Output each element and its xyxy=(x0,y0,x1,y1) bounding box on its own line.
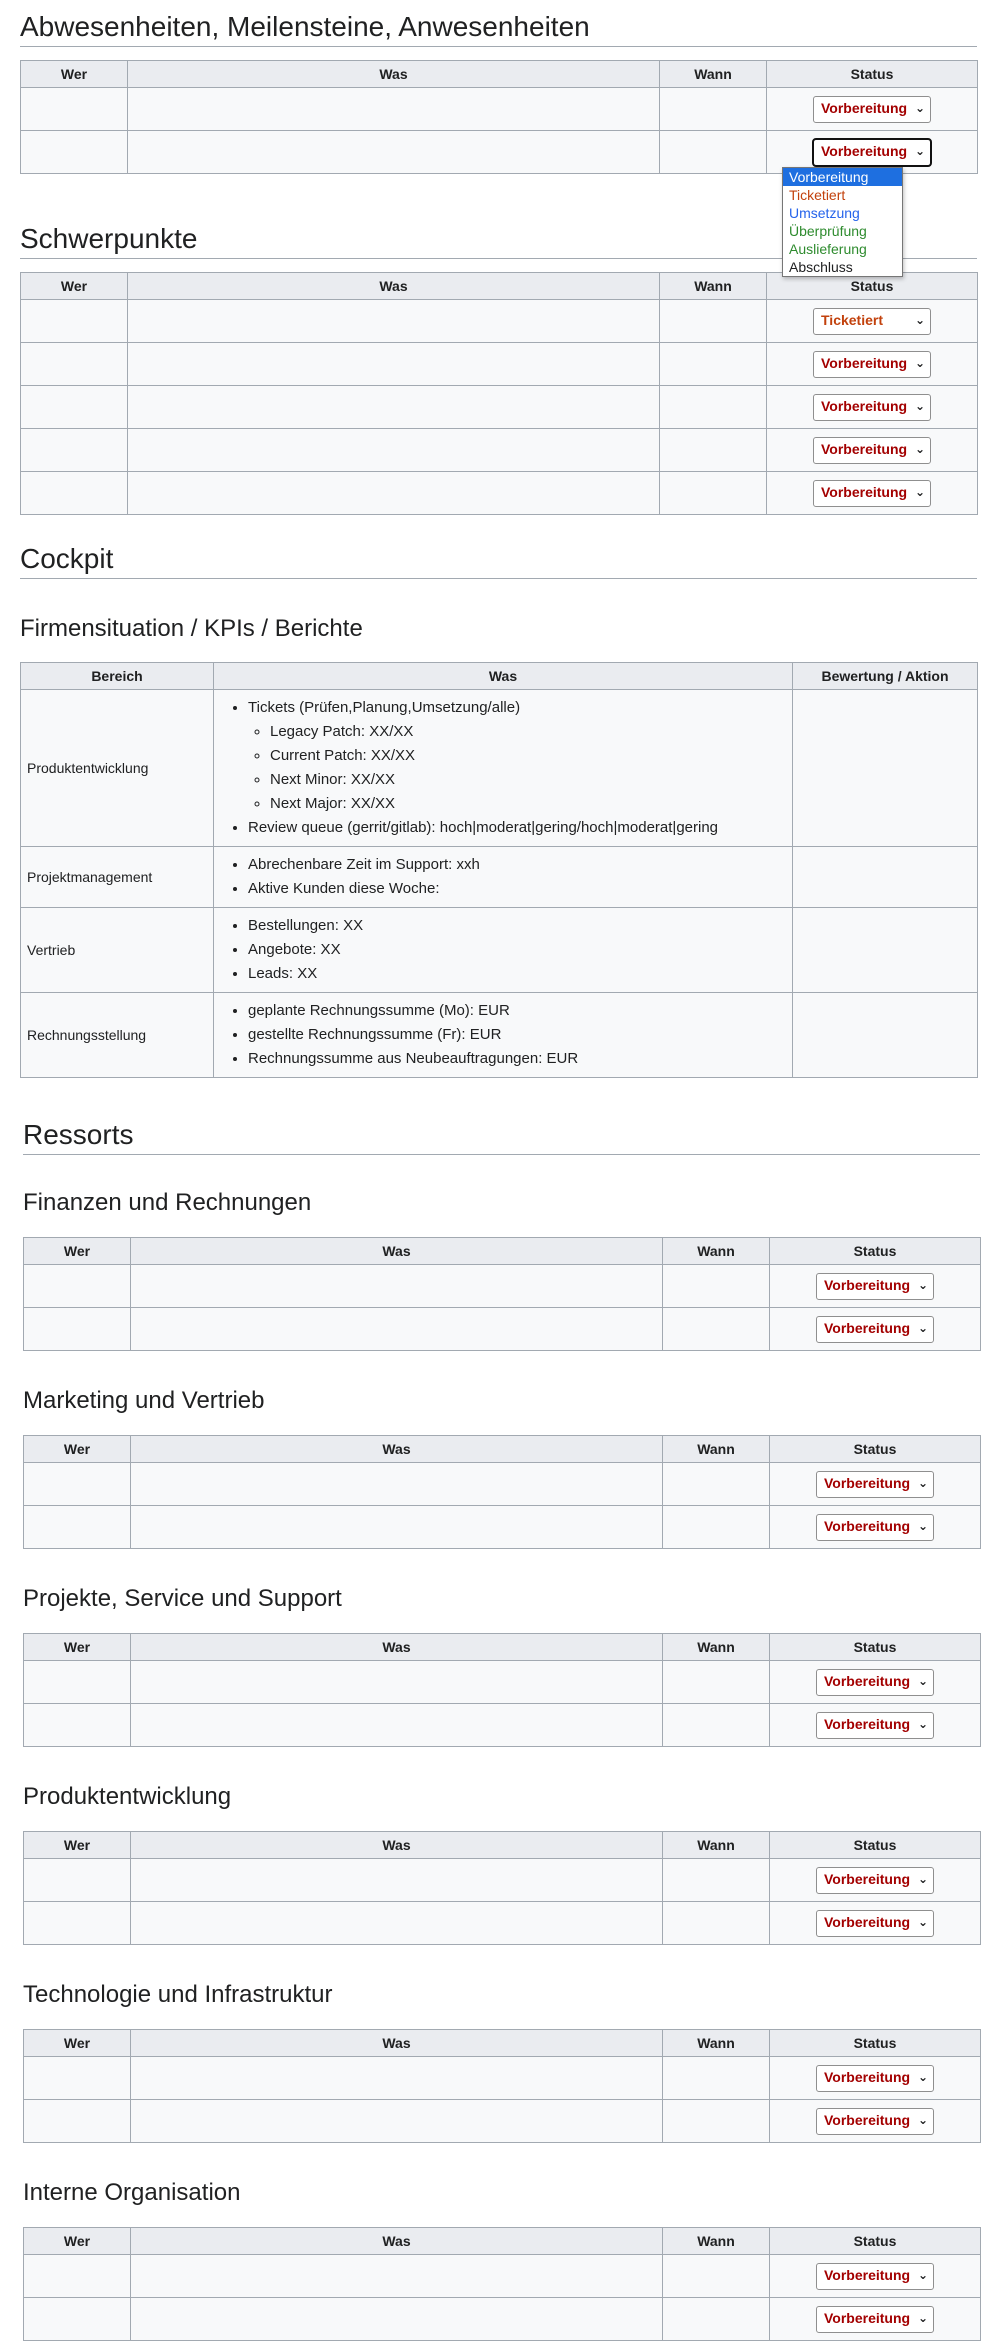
status-select[interactable] xyxy=(816,1471,934,1498)
kpi-was xyxy=(214,908,793,993)
status-select[interactable] xyxy=(816,2306,934,2333)
cell-status xyxy=(770,1463,981,1506)
chevron-down-icon: ⌄ xyxy=(914,312,925,327)
status-select[interactable] xyxy=(813,351,931,378)
cell-wer[interactable] xyxy=(24,2057,131,2100)
col-was: Was xyxy=(131,1832,663,1859)
subsection-title-marketing: Marketing und Vertrieb xyxy=(23,1387,265,1414)
section-title-ressorts: Ressorts xyxy=(23,1118,980,1155)
col-was: Was xyxy=(131,1436,663,1463)
cell-was[interactable] xyxy=(128,88,660,131)
chevron-down-icon: ⌄ xyxy=(914,355,925,370)
cell-wer[interactable] xyxy=(21,88,128,131)
cell-status xyxy=(770,2057,981,2100)
cell-was[interactable] xyxy=(131,1661,663,1704)
subsection-title-kpis: Firmensituation / KPIs / Berichte xyxy=(20,615,363,642)
cell-status xyxy=(767,429,978,472)
kpi-item: • Leads: XX xyxy=(248,962,792,986)
subsection-title-technologie: Technologie und Infrastruktur xyxy=(23,1981,333,2008)
status-select[interactable] xyxy=(816,1712,934,1739)
cell-was[interactable] xyxy=(131,1902,663,1945)
schwerpunkte-table xyxy=(20,272,978,515)
cell-wann[interactable] xyxy=(660,300,767,343)
col-wer: Wer xyxy=(24,2030,131,2057)
status-select[interactable] xyxy=(813,394,931,421)
table-row xyxy=(21,300,978,343)
kpi-item: • Angebote: XX xyxy=(248,938,792,962)
cell-wer[interactable] xyxy=(21,343,128,386)
cell-wer[interactable] xyxy=(21,300,128,343)
dropdown-option-ticketiert[interactable]: Ticketiert xyxy=(789,187,846,203)
status-select-value: Vorbereitung xyxy=(824,1913,911,1930)
status-select[interactable] xyxy=(816,1669,934,1696)
status-select[interactable] xyxy=(813,308,931,335)
chevron-down-icon: ⌄ xyxy=(917,1914,928,1929)
status-select[interactable] xyxy=(813,480,931,507)
cell-was[interactable] xyxy=(131,1704,663,1747)
cell-wer[interactable] xyxy=(21,386,128,429)
cell-status xyxy=(770,1902,981,1945)
status-select[interactable] xyxy=(816,2263,934,2290)
col-was: Was xyxy=(131,1238,663,1265)
cell-wann[interactable] xyxy=(663,2057,770,2100)
subsection-title-finanzen: Finanzen und Rechnungen xyxy=(23,1189,312,1216)
cell-status xyxy=(770,1704,981,1747)
kpi-row-rechnungsstellung xyxy=(21,993,978,1078)
kpi-was xyxy=(214,690,793,847)
table-row xyxy=(24,1704,981,1747)
col-wann: Wann xyxy=(663,1238,770,1265)
kpi-bereich: Projektmanagement xyxy=(21,847,214,908)
cell-wer[interactable] xyxy=(24,1704,131,1747)
kpi-item: • Abrechenbare Zeit im Support: xxh xyxy=(248,853,792,877)
col-wer: Wer xyxy=(24,1436,131,1463)
cell-was[interactable] xyxy=(128,472,660,515)
table-row xyxy=(24,2255,981,2298)
cell-status xyxy=(770,2100,981,2143)
kpi-row-produktentwicklung xyxy=(21,690,978,847)
table-row xyxy=(24,2298,981,2341)
col-was: Was xyxy=(131,1634,663,1661)
cell-status xyxy=(767,472,978,515)
col-wann: Wann xyxy=(663,1634,770,1661)
cell-status xyxy=(770,1308,981,1351)
status-select-value: Vorbereitung xyxy=(824,1319,911,1336)
chevron-down-icon: ⌄ xyxy=(917,1320,928,1335)
status-select[interactable] xyxy=(816,2065,934,2092)
dropdown-option-auslieferung[interactable]: Auslieferung xyxy=(789,241,867,257)
table-row xyxy=(21,343,978,386)
kpi-item: • Rechnungssumme aus Neubeauftragungen: EUR xyxy=(248,1047,792,1071)
cell-wann[interactable] xyxy=(663,1506,770,1549)
kpi-bewertung[interactable] xyxy=(793,690,978,847)
status-select-value: Vorbereitung xyxy=(824,1870,911,1887)
col-status: Status xyxy=(770,1832,981,1859)
col-wer: Wer xyxy=(24,2228,131,2255)
chevron-down-icon: ⌄ xyxy=(917,1716,928,1731)
chevron-down-icon: ⌄ xyxy=(914,100,925,115)
cell-wann[interactable] xyxy=(660,343,767,386)
ressort-table-marketing xyxy=(23,1435,981,1549)
chevron-down-icon: ⌄ xyxy=(917,2310,928,2325)
cell-was[interactable] xyxy=(131,2255,663,2298)
col-status: Status xyxy=(770,2228,981,2255)
cell-status xyxy=(770,1506,981,1549)
cell-wann[interactable] xyxy=(663,1661,770,1704)
chevron-down-icon: ⌄ xyxy=(914,143,925,158)
cell-wer[interactable] xyxy=(24,1265,131,1308)
chevron-down-icon: ⌄ xyxy=(917,1518,928,1533)
kpi-item: • Bestellungen: XX xyxy=(248,914,792,938)
col-status: Status xyxy=(767,61,978,88)
section-title-abwesenheiten: Abwesenheiten, Meilensteine, Anwesenheiten xyxy=(20,10,977,47)
status-select[interactable] xyxy=(816,1316,934,1343)
status-select[interactable] xyxy=(816,2108,934,2135)
col-status: Status xyxy=(770,1634,981,1661)
status-select-value: Vorbereitung xyxy=(824,1276,911,1293)
status-select-value: Vorbereitung xyxy=(824,2068,911,2085)
table-row xyxy=(24,1902,981,1945)
status-select-value: Vorbereitung xyxy=(824,2111,911,2128)
table-row xyxy=(21,429,978,472)
kpi-bereich: Vertrieb xyxy=(21,908,214,993)
status-select-value: Vorbereitung xyxy=(821,483,908,500)
table-header-row xyxy=(24,2030,981,2057)
col-was: Was xyxy=(131,2228,663,2255)
col-status: Status xyxy=(770,1436,981,1463)
cell-was[interactable] xyxy=(131,1265,663,1308)
kpi-subitem: ◦ Next Minor: XX/XX xyxy=(270,768,792,792)
kpi-subitem: ◦ Legacy Patch: XX/XX xyxy=(270,720,792,744)
cell-wer[interactable] xyxy=(21,131,128,174)
cell-was[interactable] xyxy=(131,2057,663,2100)
cell-status xyxy=(770,1265,981,1308)
status-select-value: Vorbereitung xyxy=(824,1474,911,1491)
cell-was[interactable] xyxy=(128,343,660,386)
status-select-value: Vorbereitung xyxy=(824,1715,911,1732)
col-was: Was xyxy=(131,2030,663,2057)
chevron-down-icon: ⌄ xyxy=(917,1871,928,1886)
cell-status xyxy=(770,2298,981,2341)
dropdown-option-ueberpruefung[interactable]: Überprüfung xyxy=(789,223,867,239)
subsection-title-projekte: Projekte, Service und Support xyxy=(23,1585,342,1612)
cell-wer[interactable] xyxy=(24,1463,131,1506)
col-was: Was xyxy=(128,61,660,88)
kpi-item: • Aktive Kunden diese Woche: xyxy=(248,877,792,901)
cell-wann[interactable] xyxy=(663,1902,770,1945)
status-select-value: Vorbereitung xyxy=(824,1517,911,1534)
cell-wann[interactable] xyxy=(663,1463,770,1506)
cell-wer[interactable] xyxy=(24,1506,131,1549)
col-wann: Wann xyxy=(663,2228,770,2255)
cell-wer[interactable] xyxy=(24,2298,131,2341)
cell-wann[interactable] xyxy=(660,88,767,131)
status-select-value: Vorbereitung xyxy=(824,2309,911,2326)
cell-wann[interactable] xyxy=(663,1704,770,1747)
status-select[interactable] xyxy=(816,1867,934,1894)
col-status: Status xyxy=(767,273,978,300)
ressort-table-technologie xyxy=(23,2029,981,2143)
cell-was[interactable] xyxy=(131,1463,663,1506)
col-was: Was xyxy=(128,273,660,300)
col-wer: Wer xyxy=(21,273,128,300)
kpi-table xyxy=(20,662,978,1078)
cell-wann[interactable] xyxy=(660,472,767,515)
ressort-table-projekte xyxy=(23,1633,981,1747)
table-row xyxy=(24,2100,981,2143)
kpi-bereich: Produktentwicklung xyxy=(21,690,214,847)
chevron-down-icon: ⌄ xyxy=(917,2112,928,2127)
chevron-down-icon: ⌄ xyxy=(917,2069,928,2084)
kpi-bewertung[interactable] xyxy=(793,993,978,1078)
col-wer: Wer xyxy=(24,1634,131,1661)
ressort-table-produktentwicklung xyxy=(23,1831,981,1945)
table-header-row xyxy=(24,1238,981,1265)
cell-wer[interactable] xyxy=(24,2255,131,2298)
chevron-down-icon: ⌄ xyxy=(914,484,925,499)
col-wer: Wer xyxy=(21,61,128,88)
cell-wann[interactable] xyxy=(660,386,767,429)
dropdown-option-umsetzung[interactable]: Umsetzung xyxy=(789,205,860,221)
table-header-row xyxy=(21,663,978,690)
table-row xyxy=(24,1859,981,1902)
abwesenheiten-table xyxy=(20,60,978,174)
chevron-down-icon: ⌄ xyxy=(917,1475,928,1490)
kpi-bereich: Rechnungsstellung xyxy=(21,993,214,1078)
cell-wann[interactable] xyxy=(663,1859,770,1902)
col-wer: Wer xyxy=(24,1832,131,1859)
col-wann: Wann xyxy=(663,1832,770,1859)
cell-was[interactable] xyxy=(131,1308,663,1351)
cell-status xyxy=(770,2255,981,2298)
status-select-value: Vorbereitung xyxy=(824,1672,911,1689)
table-header-row xyxy=(24,1634,981,1661)
kpi-row-vertrieb xyxy=(21,908,978,993)
kpi-row-projektmanagement xyxy=(21,847,978,908)
kpi-bewertung[interactable] xyxy=(793,908,978,993)
dropdown-option-vorbereitung[interactable]: Vorbereitung xyxy=(783,168,902,186)
table-header-row xyxy=(24,2228,981,2255)
subsection-title-organisation: Interne Organisation xyxy=(23,2179,241,2206)
chevron-down-icon: ⌄ xyxy=(917,2267,928,2282)
chevron-down-icon: ⌄ xyxy=(917,1673,928,1688)
status-select[interactable] xyxy=(816,1910,934,1937)
col-wer: Wer xyxy=(24,1238,131,1265)
chevron-down-icon: ⌄ xyxy=(914,441,925,456)
col-bereich: Bereich xyxy=(21,663,214,690)
col-bewertung: Bewertung / Aktion xyxy=(793,663,978,690)
cell-status xyxy=(770,1859,981,1902)
status-select-value: Vorbereitung xyxy=(821,397,908,414)
kpi-was xyxy=(214,847,793,908)
cell-status xyxy=(770,1661,981,1704)
cell-was[interactable] xyxy=(131,1859,663,1902)
cell-wer[interactable] xyxy=(24,1859,131,1902)
status-dropdown-list xyxy=(782,167,903,277)
cell-wann[interactable] xyxy=(663,2255,770,2298)
cell-wer[interactable] xyxy=(21,472,128,515)
table-header-row xyxy=(24,1832,981,1859)
table-row xyxy=(24,1265,981,1308)
kpi-item xyxy=(248,696,792,816)
cell-wann[interactable] xyxy=(663,1265,770,1308)
cell-wer[interactable] xyxy=(24,2100,131,2143)
kpi-item: • geplante Rechnungssumme (Mo): EUR xyxy=(248,999,792,1023)
cell-status xyxy=(767,343,978,386)
col-wann: Wann xyxy=(663,2030,770,2057)
col-wann: Wann xyxy=(663,1436,770,1463)
cell-was[interactable] xyxy=(131,2298,663,2341)
ressort-table-finanzen xyxy=(23,1237,981,1351)
cell-wer[interactable] xyxy=(24,1661,131,1704)
status-select-value: Vorbereitung xyxy=(821,354,908,371)
status-select-value: Vorbereitung xyxy=(821,440,908,457)
col-wann: Wann xyxy=(660,273,767,300)
cell-wer[interactable] xyxy=(24,1902,131,1945)
table-row xyxy=(21,472,978,515)
cell-wann[interactable] xyxy=(663,1308,770,1351)
status-select-value: Vorbereitung xyxy=(821,99,908,116)
col-wann: Wann xyxy=(660,61,767,88)
col-was: Was xyxy=(214,663,793,690)
cell-was[interactable] xyxy=(128,386,660,429)
chevron-down-icon: ⌄ xyxy=(917,1277,928,1292)
section-title-cockpit: Cockpit xyxy=(20,542,977,579)
col-status: Status xyxy=(770,2030,981,2057)
status-select-value: Vorbereitung xyxy=(821,142,908,159)
kpi-item-text: Tickets (Prüfen,Planung,Umsetzung/alle) xyxy=(248,699,521,716)
kpi-item: • gestellte Rechnungssumme (Fr): EUR xyxy=(248,1023,792,1047)
cell-status xyxy=(767,88,978,131)
table-row xyxy=(24,1308,981,1351)
chevron-down-icon: ⌄ xyxy=(914,398,925,413)
kpi-was xyxy=(214,993,793,1078)
kpi-subitem: ◦ Next Major: XX/XX xyxy=(270,792,792,816)
ressort-table-organisation xyxy=(23,2227,981,2341)
table-row xyxy=(21,386,978,429)
cell-status xyxy=(767,386,978,429)
cell-was[interactable] xyxy=(131,2100,663,2143)
status-select[interactable] xyxy=(816,1273,934,1300)
cell-wann[interactable] xyxy=(660,131,767,174)
kpi-item: • Review queue (gerrit/gitlab): hoch|moderat|gering/hoch|moderat|gering xyxy=(248,816,792,840)
cell-status xyxy=(767,300,978,343)
status-select-open[interactable] xyxy=(813,139,931,166)
col-status: Status xyxy=(770,1238,981,1265)
kpi-bewertung[interactable] xyxy=(793,847,978,908)
cell-was[interactable] xyxy=(128,131,660,174)
cell-wann[interactable] xyxy=(663,2100,770,2143)
cell-wann[interactable] xyxy=(660,429,767,472)
table-header-row xyxy=(21,61,978,88)
cell-was[interactable] xyxy=(131,1506,663,1549)
table-header-row xyxy=(24,1436,981,1463)
dropdown-option-abschluss[interactable]: Abschluss xyxy=(789,259,853,275)
table-row xyxy=(24,1463,981,1506)
cell-was[interactable] xyxy=(128,300,660,343)
status-select-value: Vorbereitung xyxy=(824,2266,911,2283)
subsection-title-produktentwicklung: Produktentwicklung xyxy=(23,1783,232,1810)
cell-wer[interactable] xyxy=(21,429,128,472)
cell-was[interactable] xyxy=(128,429,660,472)
kpi-subitem: ◦ Current Patch: XX/XX xyxy=(270,744,792,768)
table-row xyxy=(24,1506,981,1549)
status-select[interactable] xyxy=(813,96,931,123)
table-row xyxy=(24,2057,981,2100)
cell-wann[interactable] xyxy=(663,2298,770,2341)
section-title-schwerpunkte: Schwerpunkte xyxy=(20,222,977,259)
cell-wer[interactable] xyxy=(24,1308,131,1351)
table-row xyxy=(21,88,978,131)
status-select[interactable] xyxy=(816,1514,934,1541)
status-select-value: Ticketiert xyxy=(821,311,883,328)
table-row xyxy=(24,1661,981,1704)
status-select[interactable] xyxy=(813,437,931,464)
